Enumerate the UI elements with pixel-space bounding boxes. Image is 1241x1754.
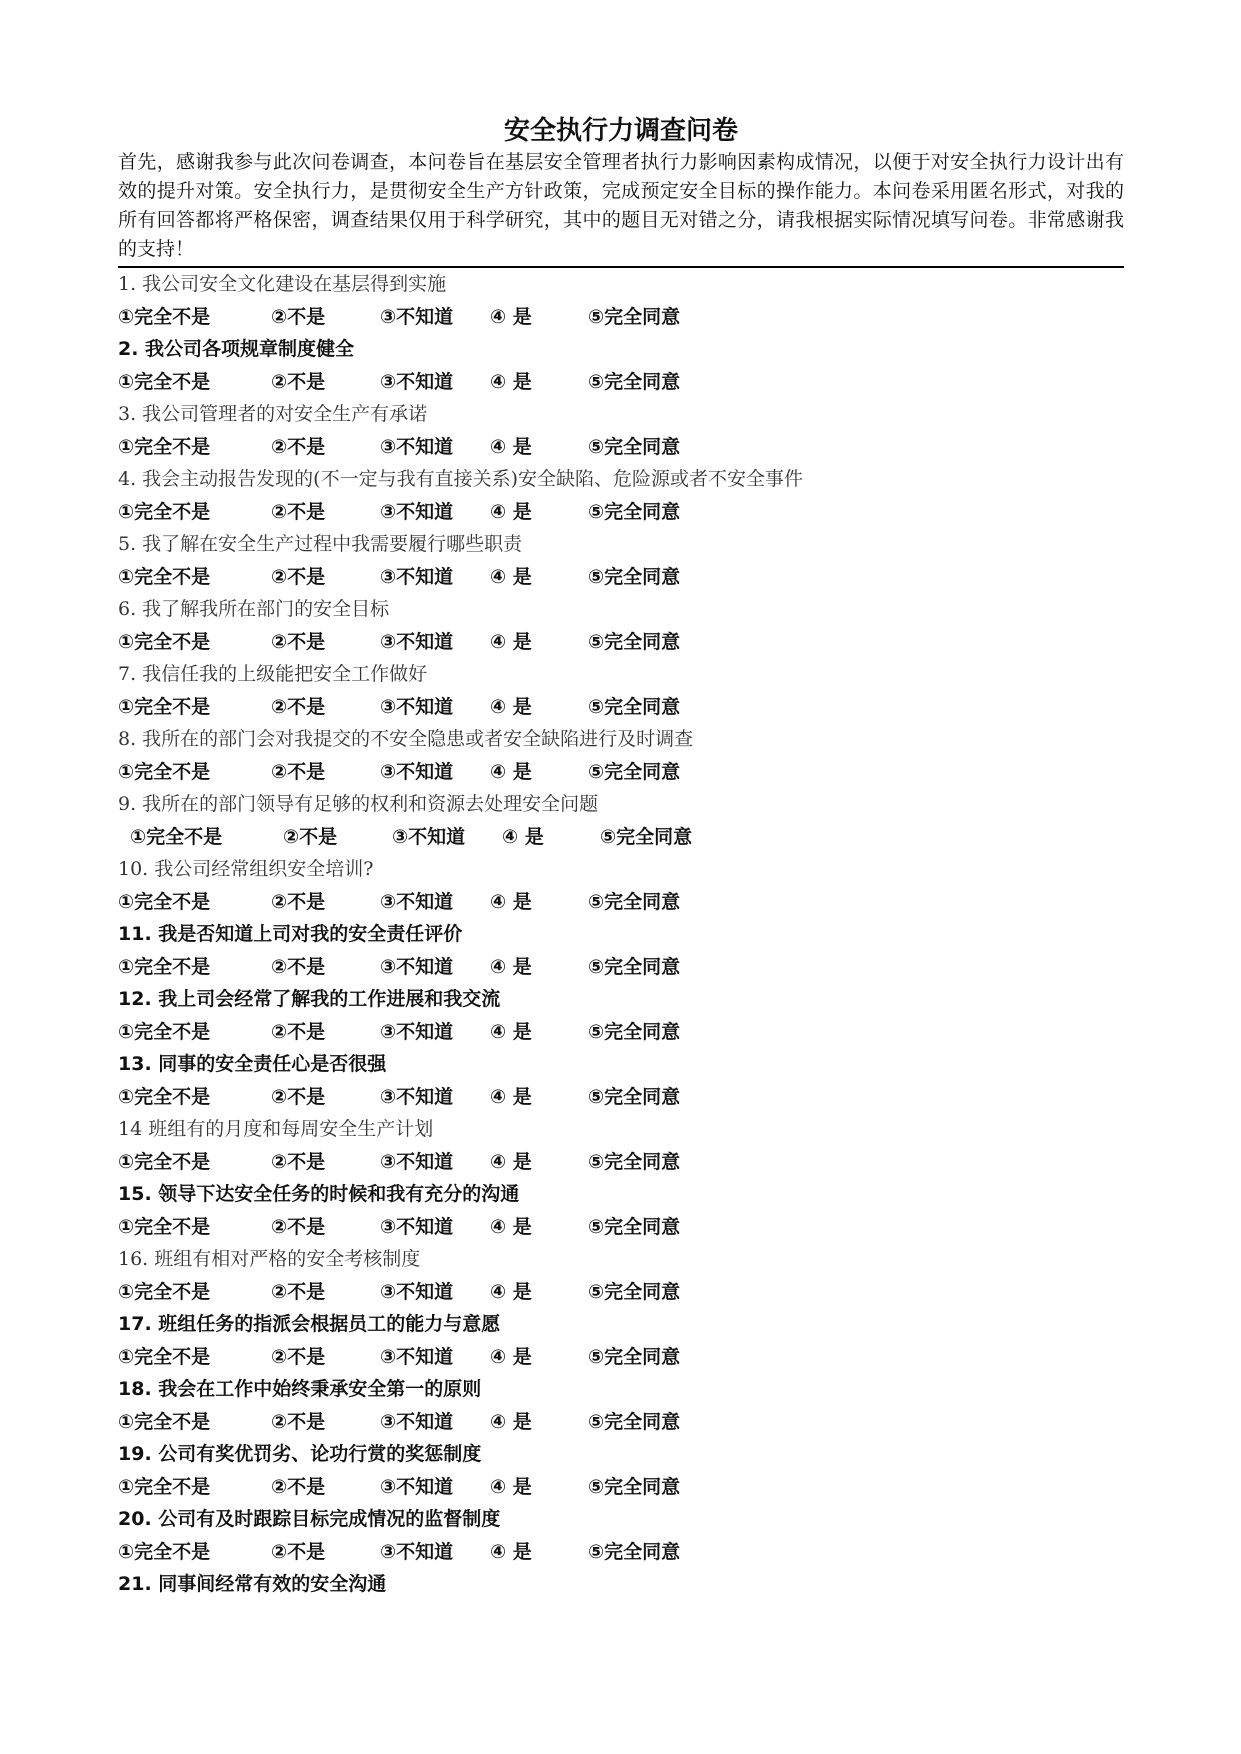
answer-option-4[interactable]: ④ 是 (490, 760, 532, 783)
question-text: 19. 公司有奖优罚劣、论功行赏的奖惩制度 (118, 1443, 482, 1465)
page-title: 安全执行力调查问卷 (503, 116, 738, 146)
answer-options-row (130, 821, 1136, 854)
answer-option-3[interactable]: ③不知道 (380, 760, 454, 783)
answer-option-3[interactable]: ③不知道 (380, 500, 454, 523)
question-text: 21. 同事间经常有效的安全沟通 (118, 1573, 387, 1595)
answer-option-4[interactable]: ④ 是 (490, 955, 532, 978)
answer-option-4[interactable]: ④ 是 (490, 565, 532, 588)
answer-option-4[interactable]: ④ 是 (490, 1345, 532, 1368)
answer-option-5[interactable]: ⑤完全同意 (588, 565, 681, 588)
answer-option-4[interactable]: ④ 是 (490, 435, 532, 458)
answer-option-2[interactable]: ②不是 (271, 695, 326, 718)
answer-option-5[interactable]: ⑤完全同意 (588, 305, 681, 328)
answer-option-3[interactable]: ③不知道 (380, 370, 454, 393)
answer-option-4[interactable]: ④ 是 (490, 630, 532, 653)
questionnaire-page (118, 114, 1124, 1601)
answer-option-2[interactable]: ②不是 (271, 565, 326, 588)
answer-option-1[interactable]: ①完全不是 (118, 1475, 211, 1498)
answer-option-4[interactable]: ④ 是 (490, 500, 532, 523)
question-text: 18. 我会在工作中始终秉承安全第一的原则 (118, 1378, 482, 1400)
answer-options-row (118, 496, 1124, 529)
question-text: 1. 我公司安全文化建设在基层得到实施 (118, 273, 447, 295)
question-text: 8. 我所在的部门会对我提交的不安全隐患或者安全缺陷进行及时调查 (118, 728, 694, 750)
answer-option-4[interactable]: ④ 是 (490, 1280, 532, 1303)
answer-options-row (118, 1536, 1124, 1569)
answer-option-5[interactable]: ⑤完全同意 (588, 1410, 681, 1433)
question-text: 12. 我上司会经常了解我的工作进展和我交流 (118, 988, 501, 1010)
answer-option-2[interactable]: ②不是 (271, 1540, 326, 1563)
answer-option-3[interactable]: ③不知道 (380, 1475, 454, 1498)
answer-option-3[interactable]: ③不知道 (380, 955, 454, 978)
question-text: 5. 我了解在安全生产过程中我需要履行哪些职责 (118, 533, 523, 555)
answer-option-1[interactable]: ①完全不是 (118, 305, 211, 328)
answer-option-1[interactable]: ①完全不是 (118, 565, 211, 588)
question-text: 14 班组有的月度和每周安全生产计划 (118, 1118, 434, 1140)
answer-options-row (118, 691, 1124, 724)
question-text: 10. 我公司经常组织安全培训? (118, 858, 374, 880)
answer-option-5[interactable]: ⑤完全同意 (588, 1280, 681, 1303)
answer-option-2[interactable]: ②不是 (271, 760, 326, 783)
answer-option-4[interactable]: ④ 是 (490, 305, 532, 328)
answer-option-1[interactable]: ①完全不是 (118, 1085, 211, 1108)
answer-option-3[interactable]: ③不知道 (380, 435, 454, 458)
answer-option-2[interactable]: ②不是 (271, 1215, 326, 1238)
answer-option-2[interactable]: ②不是 (271, 1280, 326, 1303)
question-text: 2. 我公司各项规章制度健全 (118, 338, 355, 360)
answer-option-1[interactable]: ①完全不是 (118, 1020, 211, 1043)
answer-option-4[interactable]: ④ 是 (490, 370, 532, 393)
answer-option-2[interactable]: ②不是 (271, 1410, 326, 1433)
question-text: 4. 我会主动报告发现的(不一定与我有直接关系)安全缺陷、危险源或者不安全事件 (118, 468, 803, 490)
answer-option-3[interactable]: ③不知道 (380, 565, 454, 588)
answer-option-3[interactable]: ③不知道 (380, 695, 454, 718)
answer-option-3[interactable]: ③不知道 (392, 825, 466, 848)
answer-option-2[interactable]: ②不是 (271, 435, 326, 458)
answer-option-1[interactable]: ①完全不是 (118, 1150, 211, 1173)
answer-option-5[interactable]: ⑤完全同意 (600, 825, 693, 848)
question-text: 7. 我信任我的上级能把安全工作做好 (118, 663, 428, 685)
answer-option-1[interactable]: ①完全不是 (130, 825, 223, 848)
answer-option-3[interactable]: ③不知道 (380, 1150, 454, 1173)
answer-option-2[interactable]: ②不是 (271, 1085, 326, 1108)
answer-options-row (118, 756, 1124, 789)
answer-option-5[interactable]: ⑤完全同意 (588, 695, 681, 718)
answer-option-4[interactable]: ④ 是 (490, 1085, 532, 1108)
question-text: 9. 我所在的部门领导有足够的权利和资源去处理安全问题 (118, 793, 599, 815)
question-text: 3. 我公司管理者的对安全生产有承诺 (118, 403, 428, 425)
intro-paragraph: 首先，感谢我参与此次问卷调查，本问卷旨在基层安全管理者执行力影响因素构成情况，以便于对安全执行力设计出有效的提升对策。安全执行力，是贯彻安全生产方针政策，完成预定安全目标的操作能力。本问卷采用匿名形式，对我的所有回答都将严格保密，调查结果仅用于科学研究，其中的题目无对错之分，请我根据实际情况填写问卷。非常感谢我的支持！ (118, 151, 1124, 260)
answer-option-3[interactable]: ③不知道 (380, 305, 454, 328)
answer-option-5[interactable]: ⑤完全同意 (588, 1150, 681, 1173)
answer-option-1[interactable]: ①完全不是 (118, 955, 211, 978)
question-list (118, 268, 1124, 1601)
answer-option-1[interactable]: ①完全不是 (118, 500, 211, 523)
answer-option-2[interactable]: ②不是 (271, 1020, 326, 1043)
answer-option-1[interactable]: ①完全不是 (118, 1410, 211, 1433)
question-text: 6. 我了解我所在部门的安全目标 (118, 598, 390, 620)
answer-option-1[interactable]: ①完全不是 (118, 1345, 211, 1368)
answer-options-row (118, 1016, 1124, 1049)
answer-options-row (118, 561, 1124, 594)
answer-option-1[interactable]: ①完全不是 (118, 1280, 211, 1303)
question-text: 20. 公司有及时跟踪目标完成情况的监督制度 (118, 1508, 501, 1530)
answer-option-3[interactable]: ③不知道 (380, 1085, 454, 1108)
answer-option-5[interactable]: ⑤完全同意 (588, 630, 681, 653)
answer-option-5[interactable]: ⑤完全同意 (588, 435, 681, 458)
question-text: 17. 班组任务的指派会根据员工的能力与意愿 (118, 1313, 501, 1335)
answer-option-5[interactable]: ⑤完全同意 (588, 1020, 681, 1043)
answer-option-2[interactable]: ②不是 (271, 630, 326, 653)
answer-option-5[interactable]: ⑤完全同意 (588, 955, 681, 978)
answer-option-3[interactable]: ③不知道 (380, 1215, 454, 1238)
answer-option-2[interactable]: ②不是 (271, 1475, 326, 1498)
question-text: 11. 我是否知道上司对我的安全责任评价 (118, 923, 463, 945)
answer-option-2[interactable]: ②不是 (271, 1345, 326, 1368)
answer-options-row (118, 1471, 1124, 1504)
answer-option-2[interactable]: ②不是 (271, 500, 326, 523)
answer-option-1[interactable]: ①完全不是 (118, 370, 211, 393)
answer-option-4[interactable]: ④ 是 (490, 1475, 532, 1498)
answer-options-row (118, 301, 1124, 334)
answer-options-row (118, 431, 1124, 464)
answer-option-3[interactable]: ③不知道 (380, 1020, 454, 1043)
answer-option-4[interactable]: ④ 是 (502, 825, 544, 848)
answer-option-2[interactable]: ②不是 (271, 1150, 326, 1173)
answer-options-row (118, 951, 1124, 984)
answer-option-5[interactable]: ⑤完全同意 (588, 1540, 681, 1563)
answer-option-4[interactable]: ④ 是 (490, 1150, 532, 1173)
answer-option-2[interactable]: ②不是 (271, 890, 326, 913)
answer-option-1[interactable]: ①完全不是 (118, 890, 211, 913)
answer-option-1[interactable]: ①完全不是 (118, 695, 211, 718)
answer-option-3[interactable]: ③不知道 (380, 630, 454, 653)
answer-options-row (118, 1146, 1124, 1179)
question-text: 13. 同事的安全责任心是否很强 (118, 1053, 387, 1075)
answer-option-4[interactable]: ④ 是 (490, 695, 532, 718)
answer-option-5[interactable]: ⑤完全同意 (588, 890, 681, 913)
answer-option-5[interactable]: ⑤完全同意 (588, 1345, 681, 1368)
answer-option-2[interactable]: ②不是 (271, 305, 326, 328)
answer-option-3[interactable]: ③不知道 (380, 890, 454, 913)
answer-option-2[interactable]: ②不是 (271, 955, 326, 978)
answer-option-2[interactable]: ②不是 (283, 825, 338, 848)
answer-options-row (118, 1406, 1124, 1439)
answer-option-4[interactable]: ④ 是 (490, 1540, 532, 1563)
answer-option-1[interactable]: ①完全不是 (118, 630, 211, 653)
answer-option-1[interactable]: ①完全不是 (118, 1215, 211, 1238)
answer-option-5[interactable]: ⑤完全同意 (588, 1085, 681, 1108)
answer-option-3[interactable]: ③不知道 (380, 1540, 454, 1563)
answer-option-1[interactable]: ①完全不是 (118, 760, 211, 783)
answer-option-5[interactable]: ⑤完全同意 (588, 1475, 681, 1498)
answer-options-row (118, 1211, 1124, 1244)
answer-options-row (118, 626, 1124, 659)
answer-option-1[interactable]: ①完全不是 (118, 1540, 211, 1563)
question-text: 16. 班组有相对严格的安全考核制度 (118, 1248, 421, 1270)
answer-option-1[interactable]: ①完全不是 (118, 435, 211, 458)
answer-option-3[interactable]: ③不知道 (380, 1280, 454, 1303)
answer-option-5[interactable]: ⑤完全同意 (588, 760, 681, 783)
answer-option-5[interactable]: ⑤完全同意 (588, 500, 681, 523)
answer-options-row (118, 886, 1124, 919)
answer-option-4[interactable]: ④ 是 (490, 890, 532, 913)
answer-options-row (118, 366, 1124, 399)
answer-option-3[interactable]: ③不知道 (380, 1345, 454, 1368)
answer-option-2[interactable]: ②不是 (271, 370, 326, 393)
question-text: 15. 领导下达安全任务的时候和我有充分的沟通 (118, 1183, 520, 1205)
answer-option-4[interactable]: ④ 是 (490, 1410, 532, 1433)
answer-option-5[interactable]: ⑤完全同意 (588, 1215, 681, 1238)
answer-option-4[interactable]: ④ 是 (490, 1215, 532, 1238)
answer-option-4[interactable]: ④ 是 (490, 1020, 532, 1043)
answer-options-row (118, 1341, 1124, 1374)
answer-options-row (118, 1276, 1124, 1309)
answer-options-row (118, 1081, 1124, 1114)
answer-option-5[interactable]: ⑤完全同意 (588, 370, 681, 393)
answer-option-3[interactable]: ③不知道 (380, 1410, 454, 1433)
